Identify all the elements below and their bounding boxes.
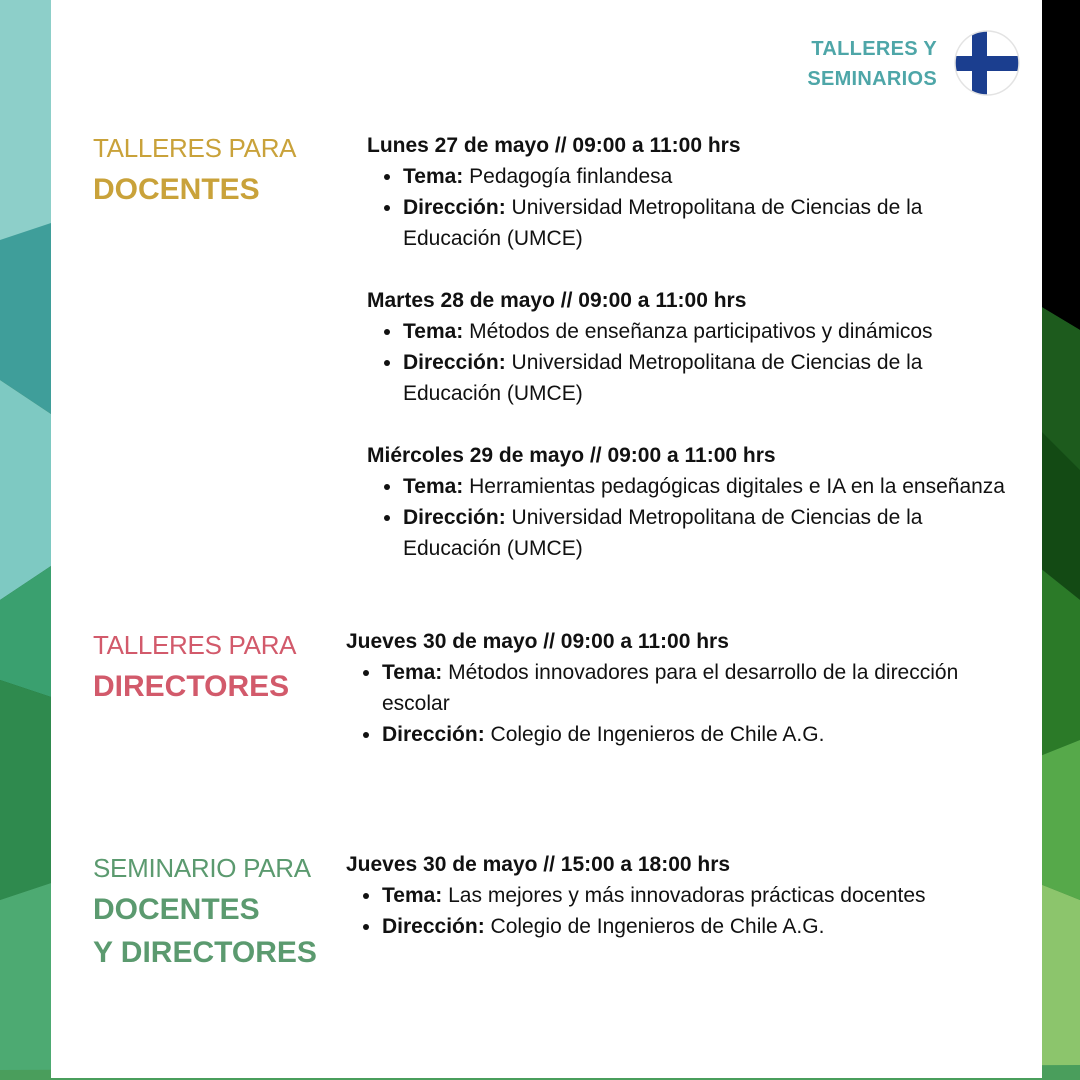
section-title: DIRECTORES (93, 670, 290, 703)
section-subtitle: TALLERES PARA (93, 630, 297, 660)
tema-label: Tema: (403, 165, 464, 188)
finland-flag-icon (954, 30, 1020, 96)
tema-value: Pedagogía finlandesa (463, 165, 673, 188)
event-date: Jueves 30 de mayo // 09:00 a 11:00 hrs (346, 630, 729, 653)
event-monday (367, 130, 1047, 254)
title-line-2: SEMINARIOS (807, 68, 937, 90)
direccion-label: Dirección: (382, 915, 485, 938)
event-thursday-morning (346, 626, 1016, 750)
event-date: Jueves 30 de mayo // 15:00 a 18:00 hrs (346, 853, 731, 876)
event-tuesday (367, 285, 1047, 409)
list-item (382, 657, 1016, 719)
list-item (403, 192, 963, 254)
direccion-value: Colegio de Ingenieros de Chile A.G. (484, 915, 825, 938)
direccion-value: Universidad Metropolitana de Ciencias de la Educación (UMCE) (403, 196, 923, 250)
section-subtitle: SEMINARIO PARA (93, 853, 311, 883)
tema-label: Tema: (403, 475, 464, 498)
direccion-value: Universidad Metropolitana de Ciencias de la Educación (UMCE) (403, 351, 923, 405)
list-item (382, 911, 1016, 942)
tema-value: Métodos innovadores para el desarrollo de la dirección escolar (382, 661, 959, 715)
event-date: Lunes 27 de mayo // 09:00 a 11:00 hrs (367, 134, 741, 157)
tema-value: Métodos de enseñanza participativos y dinámicos (463, 320, 933, 343)
list-item (403, 161, 1047, 192)
tema-value: Las mejores y más innovadoras prácticas docentes (442, 884, 926, 907)
direccion-label: Dirección: (403, 351, 506, 374)
direccion-label: Dirección: (403, 196, 506, 219)
list-item (403, 347, 963, 409)
section-title: DOCENTES (93, 173, 260, 206)
page-title (807, 34, 937, 94)
event-thursday-afternoon (346, 849, 1016, 942)
section-label-docentes (93, 128, 296, 211)
event-date: Martes 28 de mayo // 09:00 a 11:00 hrs (367, 289, 747, 312)
list-item (403, 471, 1067, 502)
section-title-line-2: Y DIRECTORES (93, 936, 317, 969)
title-line-1: TALLERES Y (811, 38, 937, 60)
tema-value: Herramientas pedagógicas digitales e IA en la enseñanza (463, 475, 1005, 498)
section-label-seminario (93, 848, 317, 974)
tema-label: Tema: (382, 661, 443, 684)
list-item (382, 719, 1016, 750)
event-wednesday (367, 440, 1067, 564)
section-label-directores (93, 625, 296, 708)
direccion-label: Dirección: (403, 506, 506, 529)
section-title: DOCENTES (93, 893, 260, 926)
direccion-value: Universidad Metropolitana de Ciencias de la Educación (UMCE) (403, 506, 923, 560)
event-date: Miércoles 29 de mayo // 09:00 a 11:00 hrs (367, 444, 776, 467)
direccion-label: Dirección: (382, 723, 485, 746)
tema-label: Tema: (403, 320, 464, 343)
tema-label: Tema: (382, 884, 443, 907)
direccion-value: Colegio de Ingenieros de Chile A.G. (484, 723, 825, 746)
list-item (403, 502, 963, 564)
section-subtitle: TALLERES PARA (93, 133, 297, 163)
list-item (403, 316, 1047, 347)
list-item (382, 880, 1016, 911)
